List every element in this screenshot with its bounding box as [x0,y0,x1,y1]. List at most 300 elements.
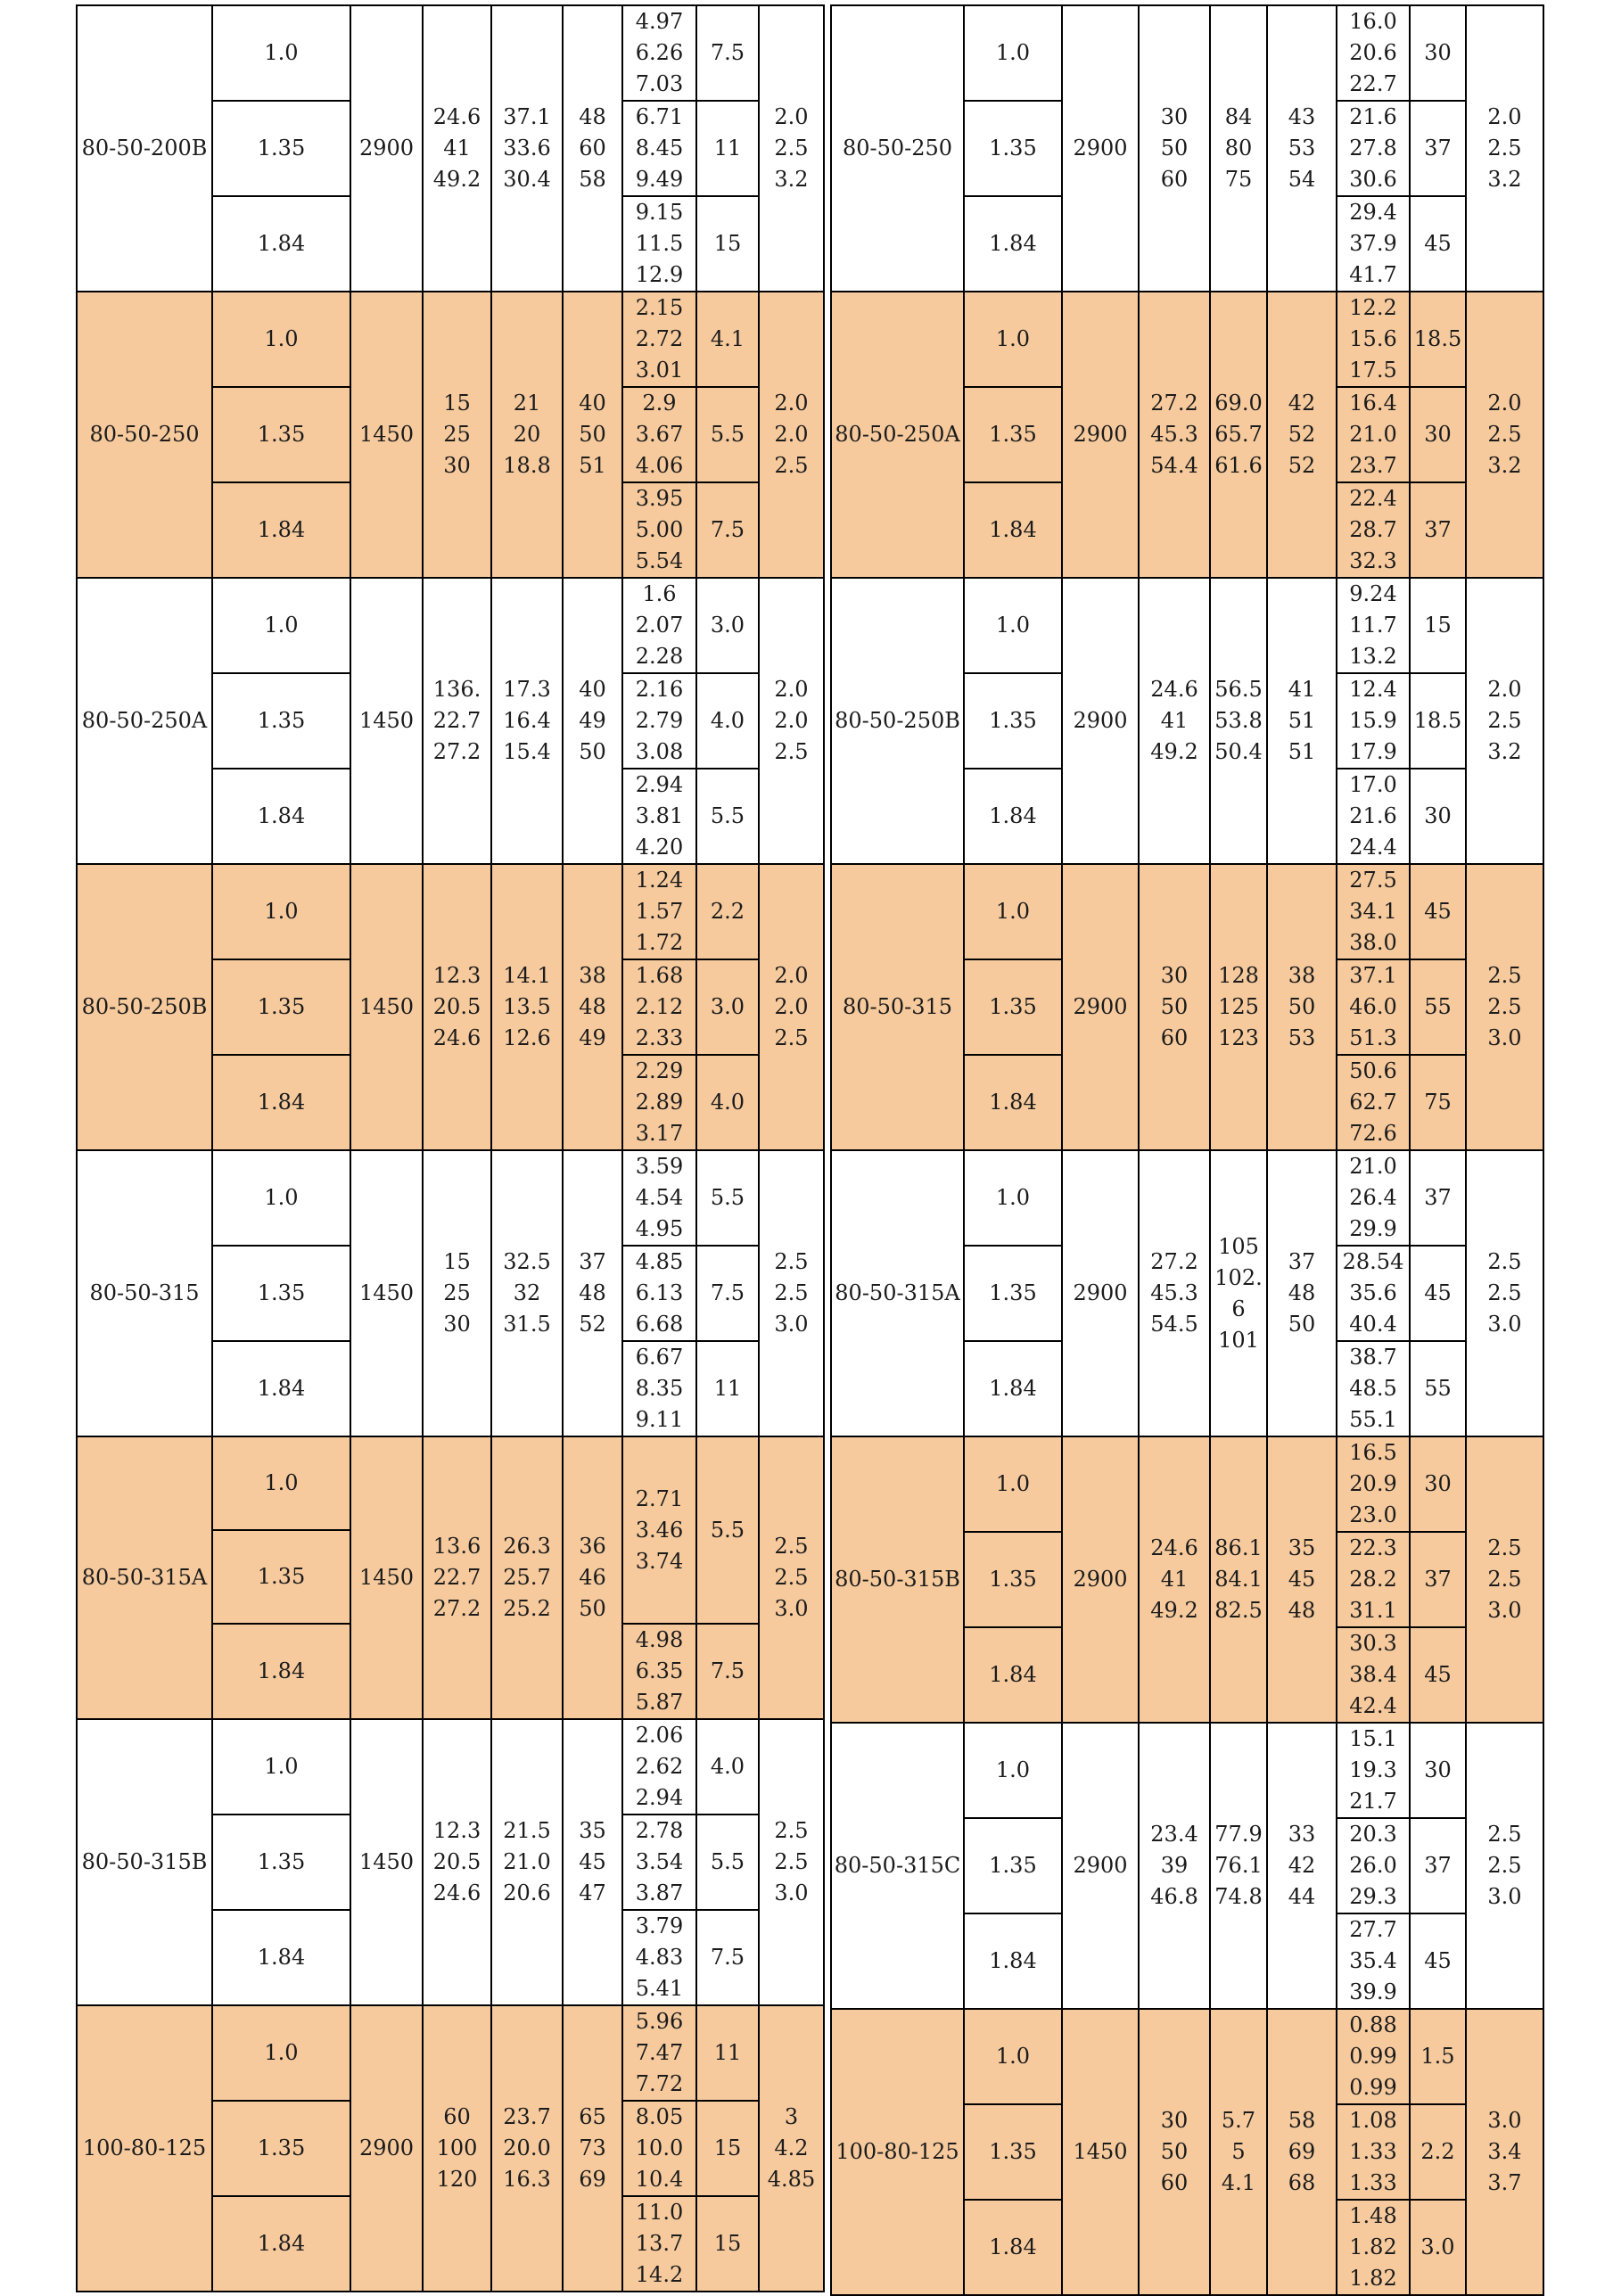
npsh-cell [1466,5,1543,292]
table-row [77,2005,824,2101]
shaft-power-cell-value: 27.7 [1349,1917,1397,1942]
shaft-power-cell-value: 8.35 [635,1376,684,1401]
efficiency-cell [1267,864,1337,1150]
motor-power-cell [696,959,759,1055]
rpm-cell-value: 2900 [1073,1280,1128,1305]
efficiency-cell-value: 65 [579,2104,606,2129]
motor-power-cell-value: 37 [1424,136,1452,160]
shaft-power-cell [622,1341,696,1436]
shaft-power-cell-value: 4.20 [635,835,684,860]
ratio-cell-value: 1.84 [257,1090,306,1115]
flow-cell-value: 41 [1160,708,1189,733]
shaft-power-cell-value: 2.9 [642,391,677,416]
shaft-power-cell [622,5,696,101]
flow-cell-value: 15 [443,1249,471,1274]
head-cell-value: 33.6 [503,136,551,160]
flow-cell-value: 30 [443,1312,471,1337]
npsh-cell-value: 2.0 [774,391,809,416]
motor-power-cell [696,769,759,864]
shaft-power-cell-value: 4.97 [635,9,684,34]
motor-power-cell [696,196,759,292]
motor-power-cell-value: 75 [1424,1090,1452,1115]
model-cell-value: 80-50-250 [89,422,200,447]
shaft-power-cell-value: 2.72 [635,326,684,351]
head-cell-value: 61.6 [1214,453,1263,478]
shaft-power-cell-value: 4.83 [635,1945,684,1970]
efficiency-cell-value: 53 [1288,136,1316,160]
shaft-power-cell-value: 4.95 [635,1216,684,1241]
head-cell [1210,292,1267,578]
motor-power-cell-value: 37 [1424,1853,1452,1878]
rpm-cell [1062,292,1139,578]
head-cell-value: 101 [1218,1327,1259,1353]
ratio-cell [212,196,350,292]
shaft-power-cell [1337,1246,1410,1341]
head-cell-value: 128 [1218,963,1259,988]
motor-power-cell [1410,1341,1466,1436]
motor-power-cell-value: 5.5 [710,1185,745,1210]
motor-power-cell-value: 45 [1424,1948,1452,1973]
head-cell-value: 77.9 [1214,1822,1263,1847]
motor-power-cell-value: 15 [713,2136,742,2160]
npsh-cell-value: 2.5 [774,1249,809,1274]
model-cell-value: 80-50-315C [834,1853,961,1878]
npsh-cell-value: 2.0 [774,422,809,447]
shaft-power-cell-value: 12.9 [635,262,684,287]
ratio-cell [212,5,350,101]
shaft-power-cell-value: 10.0 [635,2136,684,2160]
motor-power-cell-value: 55 [1424,1376,1452,1401]
rpm-cell-value: 2900 [1073,708,1128,733]
motor-power-cell [1410,1627,1466,1723]
shaft-power-cell-value: 41.7 [1349,262,1397,287]
head-cell-value: 125 [1218,994,1259,1019]
npsh-cell [1466,1436,1543,1723]
flow-cell-value: 45.3 [1150,1280,1198,1305]
shaft-power-cell [1337,1436,1410,1532]
shaft-power-cell-value: 39.9 [1349,1979,1397,2004]
ratio-cell-value: 1.35 [257,136,306,160]
shaft-power-cell [1337,1913,1410,2009]
model-cell [77,2005,212,2292]
shaft-power-cell-value: 38.7 [1349,1345,1397,1370]
flow-cell-value: 30 [1160,2108,1189,2133]
efficiency-cell-value: 73 [579,2136,606,2160]
shaft-power-cell [622,959,696,1055]
flow-cell-value: 54.4 [1150,453,1198,478]
ratio-cell [212,1719,350,1815]
shaft-power-cell-value: 29.9 [1349,1216,1397,1241]
npsh-cell-value: 2.5 [1487,1249,1522,1274]
table-row [77,5,824,101]
model-cell-value: 80-50-200B [81,136,208,160]
efficiency-cell-value: 48 [1288,1598,1316,1623]
shaft-power-cell-value: 5.87 [635,1690,684,1715]
ratio-cell-value: 1.0 [995,40,1031,65]
table-row [831,2009,1543,2104]
rpm-cell [1062,864,1139,1150]
head-cell-value: 18.8 [503,453,551,478]
shaft-power-cell-value: 26.4 [1349,1185,1397,1210]
efficiency-cell [563,5,622,292]
ratio-cell-value: 1.0 [995,899,1031,924]
npsh-cell-value: 2.0 [774,963,809,988]
motor-power-cell [1410,1532,1466,1627]
shaft-power-cell-value: 55.1 [1349,1407,1397,1432]
npsh-cell-value: 2.5 [1487,1853,1522,1878]
head-cell-value: 50.4 [1214,739,1263,764]
flow-cell [423,864,491,1150]
flow-cell-value: 45.3 [1150,422,1198,447]
efficiency-cell-value: 40 [579,391,606,416]
motor-power-cell [1410,673,1466,769]
efficiency-cell-value: 52 [1288,453,1316,478]
efficiency-cell-value: 45 [1288,1567,1316,1592]
model-cell [77,1436,212,1719]
shaft-power-cell [1337,1532,1410,1627]
ratio-cell-value: 1.84 [989,1376,1037,1401]
head-cell [1210,5,1267,292]
rpm-cell [350,2005,423,2292]
shaft-power-cell-value: 62.7 [1349,1090,1397,1115]
npsh-cell-value: 2.0 [1487,677,1522,702]
flow-cell-value: 60 [1160,2170,1189,2195]
head-cell-value: 20.0 [503,2136,551,2160]
shaft-power-cell-value: 2.78 [635,1818,684,1843]
shaft-power-cell-value: 6.71 [635,104,684,129]
shaft-power-cell [622,292,696,387]
flow-cell-value: 20.5 [432,1849,481,1874]
flow-cell-value: 41 [1160,1567,1189,1592]
npsh-cell-value: 4.85 [767,2167,816,2192]
shaft-power-cell-value: 2.29 [635,1058,684,1083]
npsh-cell-value: 2.5 [774,1280,809,1305]
shaft-power-cell-value: 2.06 [635,1723,684,1748]
shaft-power-cell-value: 16.4 [1349,391,1397,416]
shaft-power-cell-value: 2.94 [635,772,684,797]
motor-power-cell-value: 1.5 [1420,2044,1455,2069]
model-cell [831,1150,964,1436]
model-cell-value: 80-50-315A [81,1565,208,1590]
head-cell-value: 12.6 [503,1025,551,1050]
flow-cell-value: 46.8 [1150,1884,1198,1909]
motor-power-cell [1410,1436,1466,1532]
npsh-cell-value: 3.4 [1487,2139,1522,2164]
shaft-power-cell-value: 5.54 [635,548,684,573]
shaft-power-cell-value: 20.6 [1349,40,1397,65]
shaft-power-cell-value: 8.05 [635,2104,684,2129]
ratio-cell [964,1246,1062,1341]
shaft-power-cell-value: 1.72 [635,930,684,955]
efficiency-cell [563,1150,622,1436]
npsh-cell-value: 2.5 [774,739,809,764]
npsh-cell-value: 2.5 [774,453,809,478]
shaft-power-cell-value: 2.89 [635,1090,684,1115]
flow-cell-value: 60 [1160,167,1189,192]
ratio-cell-value: 1.35 [257,1849,306,1874]
head-cell [491,1719,563,2005]
head-cell [491,292,563,578]
efficiency-cell [1267,1150,1337,1436]
motor-power-cell [696,2101,759,2196]
efficiency-cell [563,578,622,864]
shaft-power-cell-value: 34.1 [1349,899,1397,924]
npsh-cell-value: 3.2 [774,167,809,192]
shaft-power-cell-value: 38.0 [1349,930,1397,955]
rpm-cell [1062,1723,1139,2009]
ratio-cell [964,959,1062,1055]
flow-cell-value: 24.6 [432,1880,481,1905]
efficiency-cell-value: 52 [1288,422,1316,447]
rpm-cell [1062,5,1139,292]
ratio-cell-value: 1.84 [989,231,1037,256]
motor-power-cell [696,864,759,959]
model-cell [831,292,964,578]
model-cell [831,578,964,864]
shaft-power-cell-value: 0.88 [1349,2012,1397,2037]
ratio-cell [212,2005,350,2101]
npsh-cell [759,292,824,578]
npsh-cell-value: 2.0 [1487,391,1522,416]
flow-cell [423,2005,491,2292]
shaft-power-cell-value: 3.74 [635,1548,684,1574]
shaft-power-cell [622,1055,696,1150]
ratio-cell [964,1436,1062,1532]
flow-cell-value: 27.2 [1150,1249,1198,1274]
shaft-power-cell-value: 2.71 [635,1485,684,1511]
motor-power-cell [696,292,759,387]
flow-cell-value: 30 [1160,963,1189,988]
flow-cell-value: 60 [1160,1025,1189,1050]
ratio-cell-value: 1.84 [989,2234,1037,2259]
shaft-power-cell-value: 5.96 [635,2009,684,2034]
motor-power-cell [1410,959,1466,1055]
shaft-power-cell-value: 1.57 [635,899,684,924]
head-cell-value: 5.7 [1221,2108,1256,2133]
ratio-cell [212,1055,350,1150]
shaft-power-cell-value: 3.46 [635,1517,684,1543]
motor-power-cell-value: 45 [1424,1662,1452,1687]
rpm-cell-value: 2900 [1073,136,1128,160]
ratio-cell [212,482,350,578]
ratio-cell-value: 1.0 [995,1757,1031,1782]
head-cell-value: 65.7 [1214,422,1263,447]
ratio-cell-value: 1.35 [257,1564,306,1589]
shaft-power-cell-value: 3.81 [635,803,684,828]
shaft-power-cell-value: 50.6 [1349,1058,1397,1083]
flow-cell-value: 24.6 [432,104,481,129]
motor-power-cell [696,578,759,673]
rpm-cell-value: 1450 [358,708,415,733]
model-cell-value: 80-50-250A [81,708,208,733]
flow-cell [423,5,491,292]
motor-power-cell-value: 11 [713,2040,742,2065]
ratio-cell-value: 1.35 [257,2136,306,2160]
ratio-cell [964,1055,1062,1150]
efficiency-cell-value: 69 [1288,2139,1316,2164]
shaft-power-cell-value: 12.4 [1349,677,1397,702]
shaft-power-cell [622,2196,696,2292]
npsh-cell [759,578,824,864]
npsh-cell-value: 2.0 [774,677,809,702]
ratio-cell-value: 1.0 [264,40,299,65]
flow-cell-value: 24.6 [1150,1535,1198,1560]
ratio-cell-value: 1.35 [989,994,1037,1019]
ratio-cell-value: 1.35 [257,1280,306,1305]
head-cell [491,1436,563,1719]
shaft-power-cell-value: 11.7 [1349,613,1397,638]
shaft-power-cell-value: 1.6 [642,581,677,606]
head-cell-value: 75 [1224,167,1253,192]
ratio-cell-value: 1.35 [989,708,1037,733]
shaft-power-cell-value: 28.7 [1349,517,1397,542]
ratio-cell [964,864,1062,959]
table-row [831,864,1543,959]
model-cell-value: 100-80-125 [82,2136,207,2160]
head-cell [491,864,563,1150]
flow-cell-value: 22.7 [432,708,481,733]
model-cell [77,578,212,864]
shaft-power-cell-value: 3.17 [635,1121,684,1146]
shaft-power-cell-value: 37.1 [1349,963,1397,988]
shaft-power-cell [1337,482,1410,578]
efficiency-cell-value: 58 [579,167,606,192]
motor-power-cell [1410,101,1466,196]
motor-power-cell [1410,578,1466,673]
motor-power-cell [696,1150,759,1246]
motor-power-cell-value: 45 [1424,899,1452,924]
flow-cell-value: 30 [1160,104,1189,129]
shaft-power-cell-value: 30.6 [1349,167,1397,192]
ratio-cell [212,673,350,769]
motor-power-cell-value: 5.5 [710,1849,745,1874]
flow-cell-value: 27.2 [432,739,481,764]
motor-power-cell [696,1055,759,1150]
efficiency-cell-value: 38 [579,963,606,988]
shaft-power-cell [622,101,696,196]
table-row [831,1436,1543,1532]
npsh-cell-value: 3.0 [1487,1598,1522,1623]
ratio-cell [212,101,350,196]
efficiency-cell-value: 68 [1288,2170,1316,2195]
model-cell [77,864,212,1150]
ratio-cell-value: 1.84 [257,1658,306,1683]
motor-power-cell-value: 4.1 [710,326,745,351]
shaft-power-cell-value: 3.08 [635,739,684,764]
shaft-power-cell [622,482,696,578]
shaft-power-cell [622,1246,696,1341]
head-cell-value: 56.5 [1214,677,1263,702]
shaft-power-cell-value: 38.4 [1349,1662,1397,1687]
ratio-cell [964,1532,1062,1627]
motor-power-cell [1410,1246,1466,1341]
shaft-power-cell [1337,1818,1410,1913]
ratio-cell [964,673,1062,769]
shaft-power-cell-value: 20.9 [1349,1471,1397,1496]
head-cell-value: 15.4 [503,739,551,764]
npsh-cell-value: 2.0 [1487,104,1522,129]
npsh-cell-value: 2.5 [1487,994,1522,1019]
ratio-cell-value: 1.84 [989,1948,1037,1973]
head-cell-value: 26.3 [503,1534,551,1559]
flow-cell-value: 27.2 [432,1596,481,1621]
table-row [77,292,824,387]
npsh-cell-value: 3.0 [774,1312,809,1337]
shaft-power-cell-value: 6.68 [635,1312,684,1337]
table-row [831,292,1543,387]
efficiency-cell-value: 42 [1288,1853,1316,1878]
ratio-cell-value: 1.84 [257,517,306,542]
flow-cell-value: 12.3 [432,1818,481,1843]
rpm-cell [350,864,423,1150]
rpm-cell-value: 2900 [1073,1567,1128,1592]
efficiency-cell [563,2005,622,2292]
shaft-power-cell-value: 37.9 [1349,231,1397,256]
flow-cell-value: 13.6 [432,1534,481,1559]
head-cell-value: 6 [1231,1296,1246,1321]
head-cell-value: 21 [513,391,541,416]
motor-power-cell [1410,864,1466,959]
rpm-cell [350,1719,423,2005]
motor-power-cell-value: 3.0 [710,613,745,638]
shaft-power-cell-value: 22.7 [1349,71,1397,96]
efficiency-cell-value: 50 [579,422,606,447]
shaft-power-cell [1337,2009,1410,2104]
npsh-cell-value: 2.5 [1487,422,1522,447]
efficiency-cell-value: 52 [579,1312,606,1337]
efficiency-cell-value: 42 [1288,391,1316,416]
motor-power-cell-value: 37 [1424,1185,1452,1210]
shaft-power-cell [622,578,696,673]
shaft-power-cell [1337,2104,1410,2200]
npsh-cell-value: 2.0 [774,708,809,733]
shaft-power-cell-value: 4.85 [635,1249,684,1274]
motor-power-cell [1410,387,1466,482]
flow-cell-value: 100 [436,2136,478,2160]
rpm-cell-value: 1450 [358,1280,415,1305]
motor-power-cell-value: 55 [1424,994,1452,1019]
flow-cell-value: 25 [443,1280,471,1305]
head-cell-value: 76.1 [1214,1853,1263,1878]
shaft-power-cell-value: 2.28 [635,644,684,669]
efficiency-cell [563,864,622,1150]
npsh-cell [759,1436,824,1719]
head-cell-value: 25.7 [503,1565,551,1590]
npsh-cell [759,2005,824,2292]
rpm-cell [350,292,423,578]
ratio-cell-value: 1.0 [264,1754,299,1779]
shaft-power-cell-value: 4.06 [635,453,684,478]
efficiency-cell-value: 50 [1288,994,1316,1019]
shaft-power-cell [1337,1341,1410,1436]
motor-power-cell-value: 5.5 [710,422,745,447]
shaft-power-cell-value: 5.41 [635,1976,684,2001]
flow-cell [423,292,491,578]
npsh-cell-value: 3.7 [1487,2170,1522,2195]
efficiency-cell [1267,1723,1337,2009]
ratio-cell-value: 1.35 [989,136,1037,160]
shaft-power-cell-value: 0.99 [1349,2075,1397,2100]
model-cell-value: 80-50-315B [81,1849,208,1874]
shaft-power-cell-value: 6.35 [635,1658,684,1683]
ratio-cell [212,578,350,673]
efficiency-cell-value: 40 [579,677,606,702]
efficiency-cell-value: 47 [579,1880,606,1905]
model-cell-value: 80-50-250 [842,136,953,160]
motor-power-cell-value: 15 [1424,613,1452,638]
ratio-cell [212,1624,350,1719]
ratio-cell [964,1723,1062,1818]
